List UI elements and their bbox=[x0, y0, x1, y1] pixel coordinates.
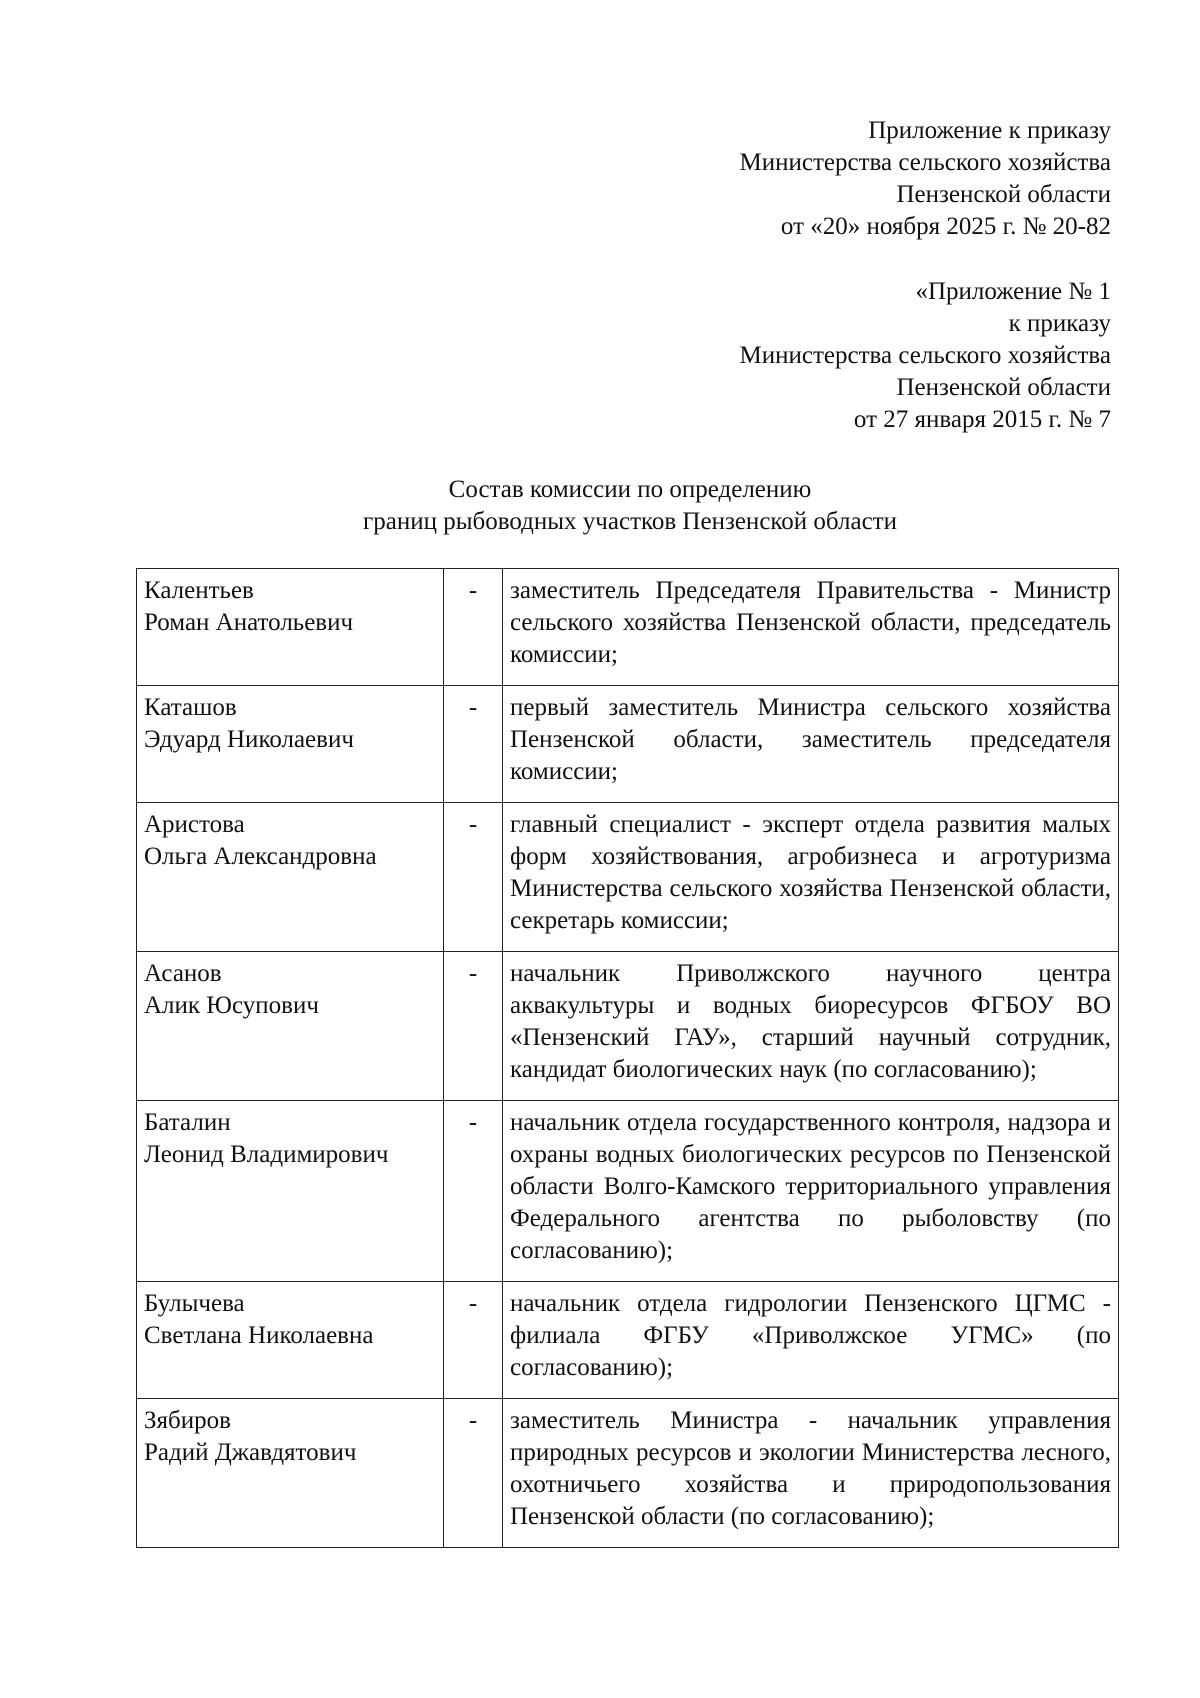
member-row bbox=[137, 803, 1119, 952]
appendix-line: от 27 января 2015 г. № 7 bbox=[853, 406, 1111, 433]
member-name-cell bbox=[137, 569, 444, 686]
member-surname: Каташов bbox=[144, 694, 237, 721]
appendix-line: к приказу bbox=[1008, 310, 1111, 337]
commission-members-body bbox=[137, 569, 1119, 1548]
member-given-names: Роман Анатольевич bbox=[144, 609, 354, 636]
member-dash: - bbox=[444, 686, 503, 803]
appendix-header bbox=[740, 115, 1111, 243]
appendix-line: Пензенской области bbox=[896, 374, 1111, 401]
member-name-cell bbox=[137, 1282, 444, 1399]
member-row bbox=[137, 1399, 1119, 1548]
appendix-line: Министерства сельского хозяйства bbox=[739, 342, 1111, 369]
member-position: заместитель Председателя Правительства - Министр сельского хозяйства Пензенской области, председатель комиссии; bbox=[503, 569, 1119, 686]
member-given-names: Светлана Николаевна bbox=[144, 1322, 374, 1349]
member-dash: - bbox=[444, 1282, 503, 1399]
member-surname: Аристова bbox=[144, 811, 245, 838]
member-position: главный специалист - эксперт отдела развития малых форм хозяйствования, агробизнеса и агротуризма Министерства сельского хозяйства Пензенской области, секретарь комиссии; bbox=[503, 803, 1119, 952]
appendix-line: от «20» ноября 2025 г. № 20-82 bbox=[780, 213, 1111, 240]
member-position: начальник Приволжского научного центра аквакультуры и водных биоресурсов ФГБОУ ВО «Пензенский ГАУ», старший научный сотрудник, кандидат биологических наук (по согласованию); bbox=[503, 952, 1119, 1101]
member-row bbox=[137, 952, 1119, 1101]
member-dash: - bbox=[444, 952, 503, 1101]
member-name-cell bbox=[137, 952, 444, 1101]
member-dash: - bbox=[444, 1399, 503, 1548]
member-given-names: Эдуард Николаевич bbox=[144, 726, 354, 753]
document-title bbox=[0, 474, 1200, 538]
member-position: начальник отдела гидрологии Пензенского ЦГМС - филиала ФГБУ «Приволжское УГМС» (по согласованию); bbox=[503, 1282, 1119, 1399]
member-surname: Баталин bbox=[144, 1109, 231, 1136]
member-surname: Асанов bbox=[144, 960, 222, 987]
member-dash: - bbox=[444, 803, 503, 952]
member-dash: - bbox=[444, 569, 503, 686]
appendix-line: Министерства сельского хозяйства bbox=[739, 149, 1111, 176]
member-name-cell bbox=[137, 1101, 444, 1282]
title-line: границ рыбоводных участков Пензенской области bbox=[363, 508, 897, 535]
appendix-line: «Приложение № 1 bbox=[915, 278, 1111, 305]
title-line: Состав комиссии по определению bbox=[448, 476, 812, 503]
member-position: первый заместитель Министра сельского хозяйства Пензенской области, заместитель председателя комиссии; bbox=[503, 686, 1119, 803]
member-given-names: Алик Юсупович bbox=[144, 992, 319, 1019]
appendix-line: Пензенской области bbox=[896, 181, 1111, 208]
member-row bbox=[137, 569, 1119, 686]
appendix-line: Приложение к приказу bbox=[868, 117, 1111, 144]
member-row bbox=[137, 1282, 1119, 1399]
member-dash: - bbox=[444, 1101, 503, 1282]
member-given-names: Леонид Владимирович bbox=[144, 1141, 389, 1168]
member-position: начальник отдела государственного контроля, надзора и охраны водных биологических ресурсов по Пензенской области Волго-Камского территориального управления Федерального агентства по рыболовству (по согласованию); bbox=[503, 1101, 1119, 1282]
commission-members-table bbox=[136, 568, 1119, 1548]
member-name-cell bbox=[137, 803, 444, 952]
original-appendix-header bbox=[740, 276, 1111, 436]
member-surname: Булычева bbox=[144, 1290, 245, 1317]
member-name-cell bbox=[137, 1399, 444, 1548]
member-surname: Зябиров bbox=[144, 1407, 231, 1434]
member-given-names: Радий Джавдятович bbox=[144, 1439, 357, 1466]
member-name-cell bbox=[137, 686, 444, 803]
member-position: заместитель Министра - начальник управления природных ресурсов и экологии Министерства лесного, охотничьего хозяйства и природопользования Пензенской области (по согласованию); bbox=[503, 1399, 1119, 1548]
member-row bbox=[137, 686, 1119, 803]
member-given-names: Ольга Александровна bbox=[144, 843, 377, 870]
member-surname: Калентьев bbox=[144, 577, 254, 604]
member-row bbox=[137, 1101, 1119, 1282]
